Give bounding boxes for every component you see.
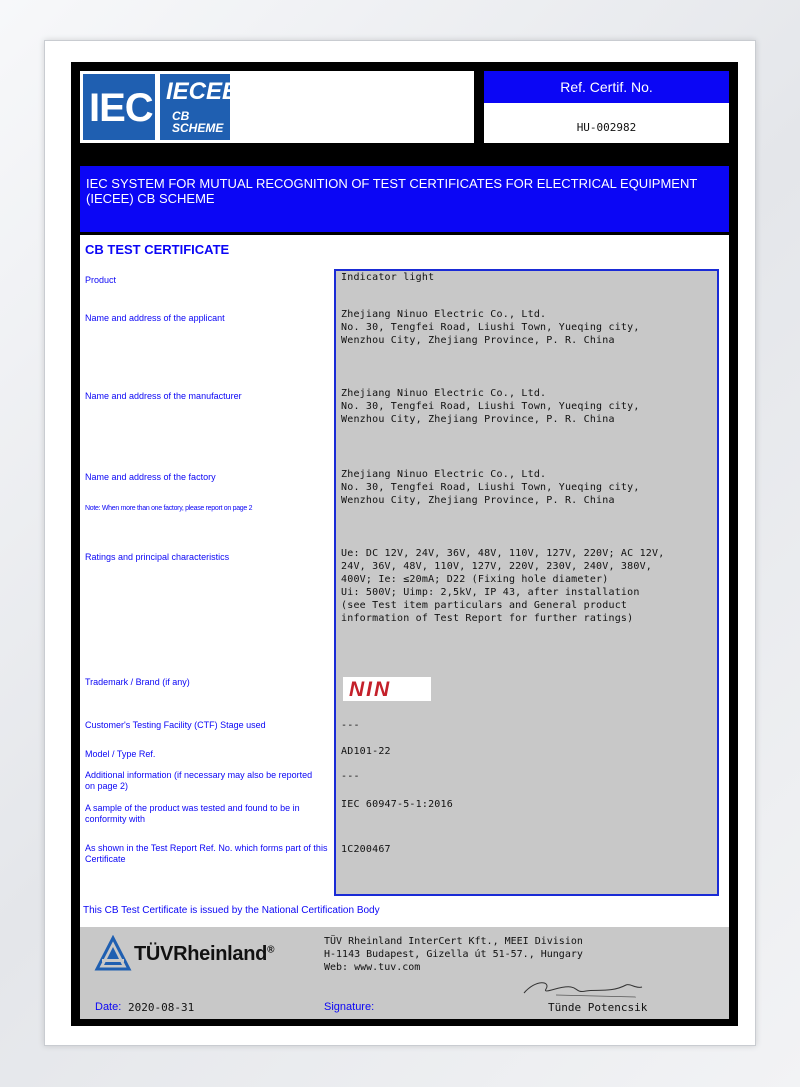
value-ctf: --- [341,720,360,731]
label-manufacturer: Name and address of the manufacturer [85,391,242,401]
nin-logo-text: NIN [349,678,392,701]
value-model: AD101-22 [341,746,391,757]
iecee-logo-text: IECEE [166,78,239,105]
issuer-address: TÜV Rheinland InterCert Kft., MEEI Division H-1143 Budapest, Gizella út 51-57., Hungary Web: www.tuv.com [324,936,583,973]
certificate-footer [80,927,729,1019]
certificate-title: CB TEST CERTIFICATE [85,242,230,257]
label-applicant: Name and address of the applicant [85,313,225,323]
date-value: 2020-08-31 [128,1001,195,1014]
value-manufacturer: Zhejiang Ninuo Electric Co., Ltd. No. 30, Tengfei Road, Liushi Town, Yueqing city, Wenzhou City, Zhejiang Province, P. R. China [341,388,640,425]
iec-logo [83,74,155,140]
tuv-triangle-icon [94,935,132,973]
value-additional: --- [341,771,360,782]
value-test-report: 1C200467 [341,844,391,855]
scheme-banner: IEC SYSTEM FOR MUTUAL RECOGNITION OF TEST CERTIFICATES FOR ELECTRICAL EQUIPMENT (IECEE) CB SCHEME [80,166,729,232]
signature-label: Signature: [324,1001,375,1013]
value-factory: Zhejiang Ninuo Electric Co., Ltd. No. 30, Tengfei Road, Liushi Town, Yueqing city, Wenzhou City, Zhejiang Province, P. R. China [341,469,640,506]
ref-certif-number: HU-002982 [576,121,637,134]
value-product: Indicator light [341,272,435,283]
cb-scheme-logo-text: CB SCHEME [172,109,224,135]
nin-brand-logo [343,677,431,701]
signatory-name: Tünde Potencsik [548,1001,648,1014]
certificate-body [80,235,729,927]
signature-scribble [516,971,646,1001]
iecee-cb-scheme-logo [160,74,239,140]
value-ratings: Ue: DC 12V, 24V, 36V, 48V, 110V, 127V, 220V; AC 12V, 24V, 36V, 48V, 110V, 127V, 220V, 230V, 240V, 380V, 400V; Ie: ≤20mA; D22 (Fixing hole diameter) Ui: 500V; Uimp: 2,5kV, IP 43, after installation (see Test item particulars and General product information of Test Report for further ratings) [341,548,665,624]
ref-certificate-box [484,71,729,143]
logo-panel [80,71,474,143]
value-applicant: Zhejiang Ninuo Electric Co., Ltd. No. 30, Tengfei Road, Liushi Town, Yueqing city, Wenzhou City, Zhejiang Province, P. R. China [341,309,640,346]
ref-certif-label: Ref. Certif. No. [484,71,729,103]
label-model: Model / Type Ref. [85,749,156,759]
date-label: Date: [95,1001,122,1013]
label-additional: Additional information (if necessary may also be reported on page 2) [85,770,313,791]
iec-logo-text: IEC [89,86,153,130]
label-product: Product [85,275,117,285]
label-ctf: Customer's Testing Facility (CTF) Stage used [85,720,266,730]
tuv-rheinland-logo: TÜVRheinland® [134,943,275,965]
cb-certificate [71,62,738,1026]
issued-by-statement: This CB Test Certificate is issued by the National Certification Body [83,905,380,916]
label-trademark: Trademark / Brand (if any) [85,677,190,687]
value-standard: IEC 60947-5-1:2016 [341,799,453,810]
label-factory: Name and address of the factory [85,472,216,482]
label-ratings: Ratings and principal characteristics [85,552,230,562]
label-sample: A sample of the product was tested and found to be in conformity with [85,803,300,824]
label-test-report: As shown in the Test Report Ref. No. which forms part of this Certificate [85,843,328,864]
label-factory-note: Note: When more than one factory, please report on page 2 [85,505,253,512]
